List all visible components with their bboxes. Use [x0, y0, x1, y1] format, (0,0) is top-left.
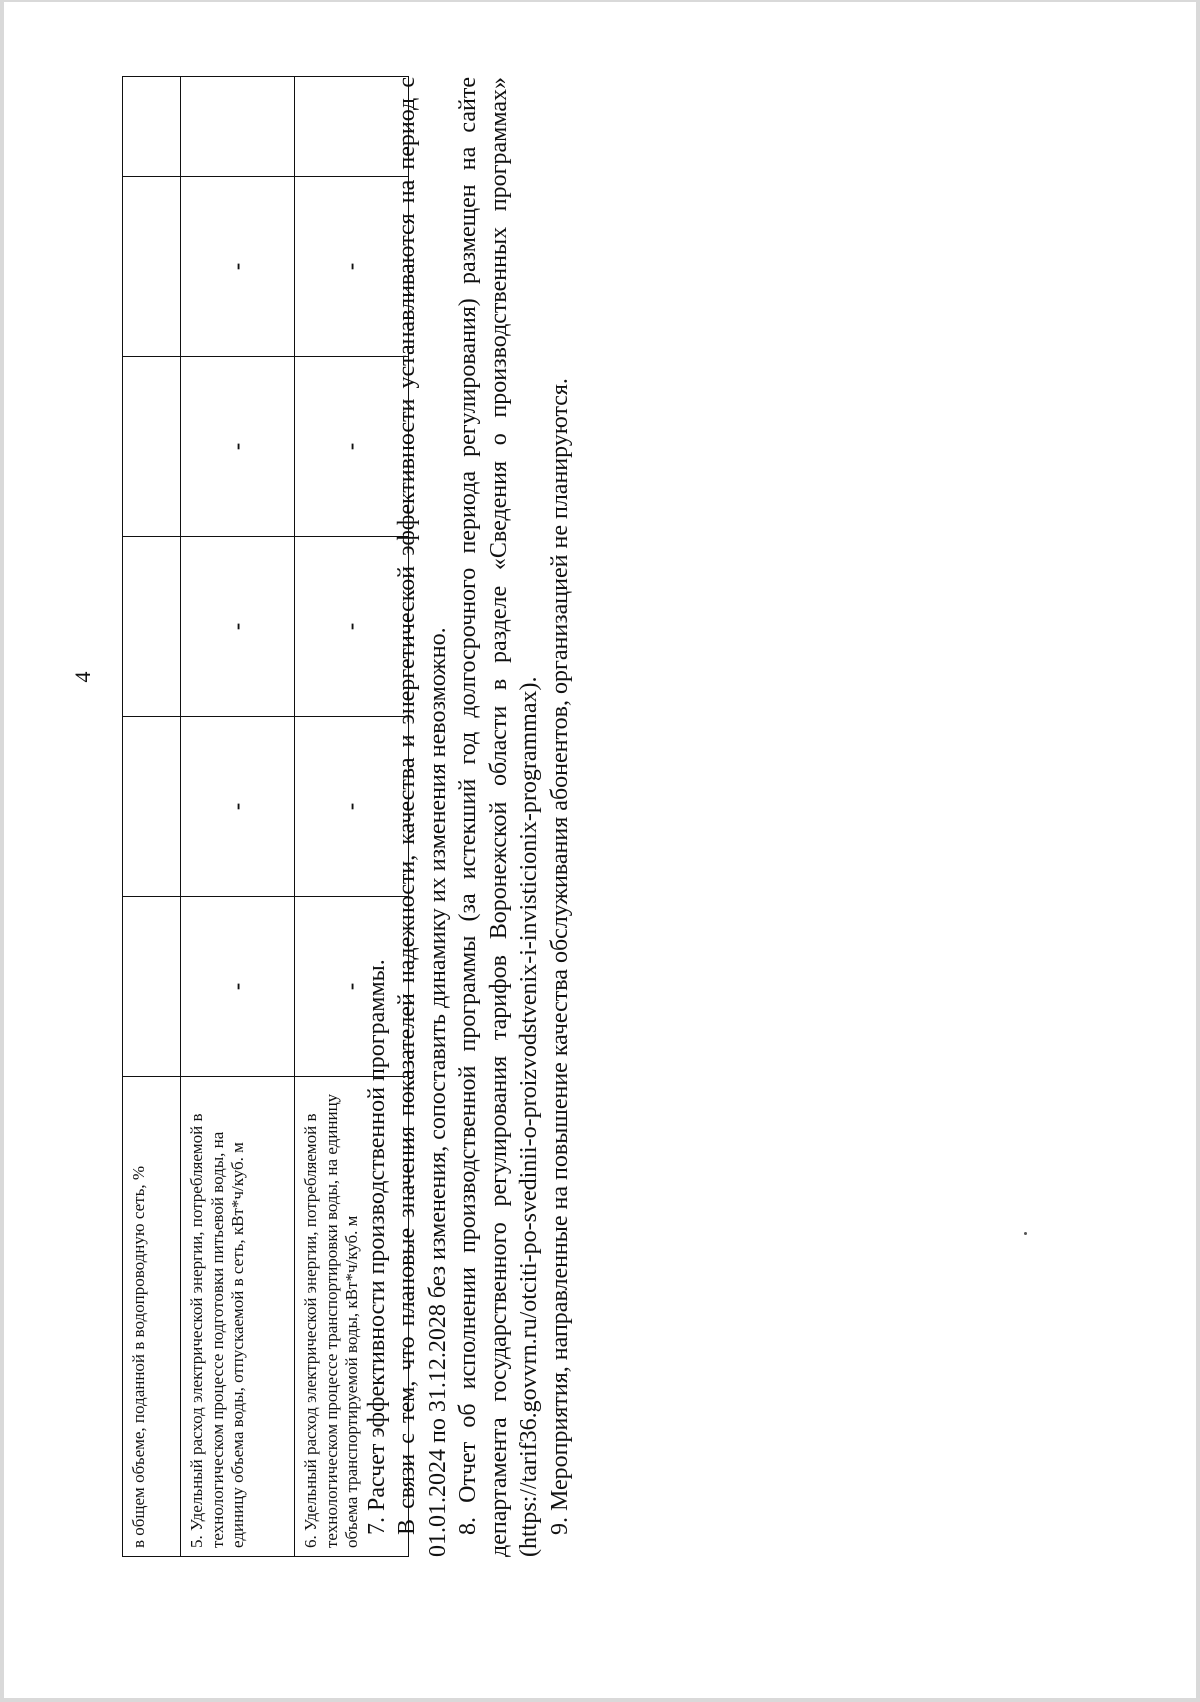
table-cell — [123, 717, 181, 897]
table-row — [123, 77, 181, 1557]
table-cell: - — [181, 717, 295, 897]
section-7-title: 7. Расчет эффективности производственной программы. — [364, 959, 390, 1535]
row-label: 5. Удельный расход электрической энергии, потребляемой в технологическом процессе подготовки питьевой воды, на единицу объема воды, отпускаемой в сеть, кВт*ч/куб. м — [181, 1077, 295, 1557]
row-label: 6. Удельный расход электрической энергии, потребляемой в технологическом процессе транспортировки воды, на единицу объема транспортируемой воды, кВт*ч/куб. м — [295, 1077, 409, 1557]
row-label: в общем объеме, поданной в водопроводную сеть, % — [123, 1077, 181, 1557]
table-cell: - — [181, 897, 295, 1077]
section-7-body: В связи с тем, что плановые значения показателей надежности, качества и энергетической эффективности устанавливаются на период с 01.01.2024 по 31.12.2028 без изменения, сопоставить динамику их изменения невозможно. — [394, 77, 451, 1557]
table-cell: - — [181, 537, 295, 717]
section-8-report: 8. Отчет об исполнении производственной программы (за истекший год долгосрочного периода регулирования) размещен на сайте департамента государственного регулирования тарифов Воронежской области в разделе «Сведения о производственных программах» (https://tarif36.govvrn.ru/otciti-po-svedinii-o-proizvodstvenix-i-invisticionix-programmax). — [455, 77, 543, 1557]
table-cell — [123, 897, 181, 1077]
section-9-measures: 9. Мероприятия, направленные на повышение качества обслуживания абонентов, организацией не планируются. — [546, 378, 573, 1535]
scan-speck — [1024, 1232, 1027, 1235]
table-cell: - — [295, 357, 409, 537]
table-cell — [123, 357, 181, 537]
table-cell: - — [181, 357, 295, 537]
table-cell: - — [295, 897, 409, 1077]
table-cell: - — [295, 177, 409, 357]
table-cell — [123, 177, 181, 357]
page-number: 4 — [70, 671, 95, 683]
table-cell — [123, 537, 181, 717]
table-row — [181, 77, 295, 1557]
table-cell: - — [295, 537, 409, 717]
body-text — [362, 77, 575, 1557]
table-cell — [181, 77, 295, 177]
table-cell: - — [295, 717, 409, 897]
table-cell — [123, 77, 181, 177]
rotated-content — [70, 0, 762, 1557]
scanned-page — [4, 2, 1196, 1698]
table-cell: - — [181, 177, 295, 357]
